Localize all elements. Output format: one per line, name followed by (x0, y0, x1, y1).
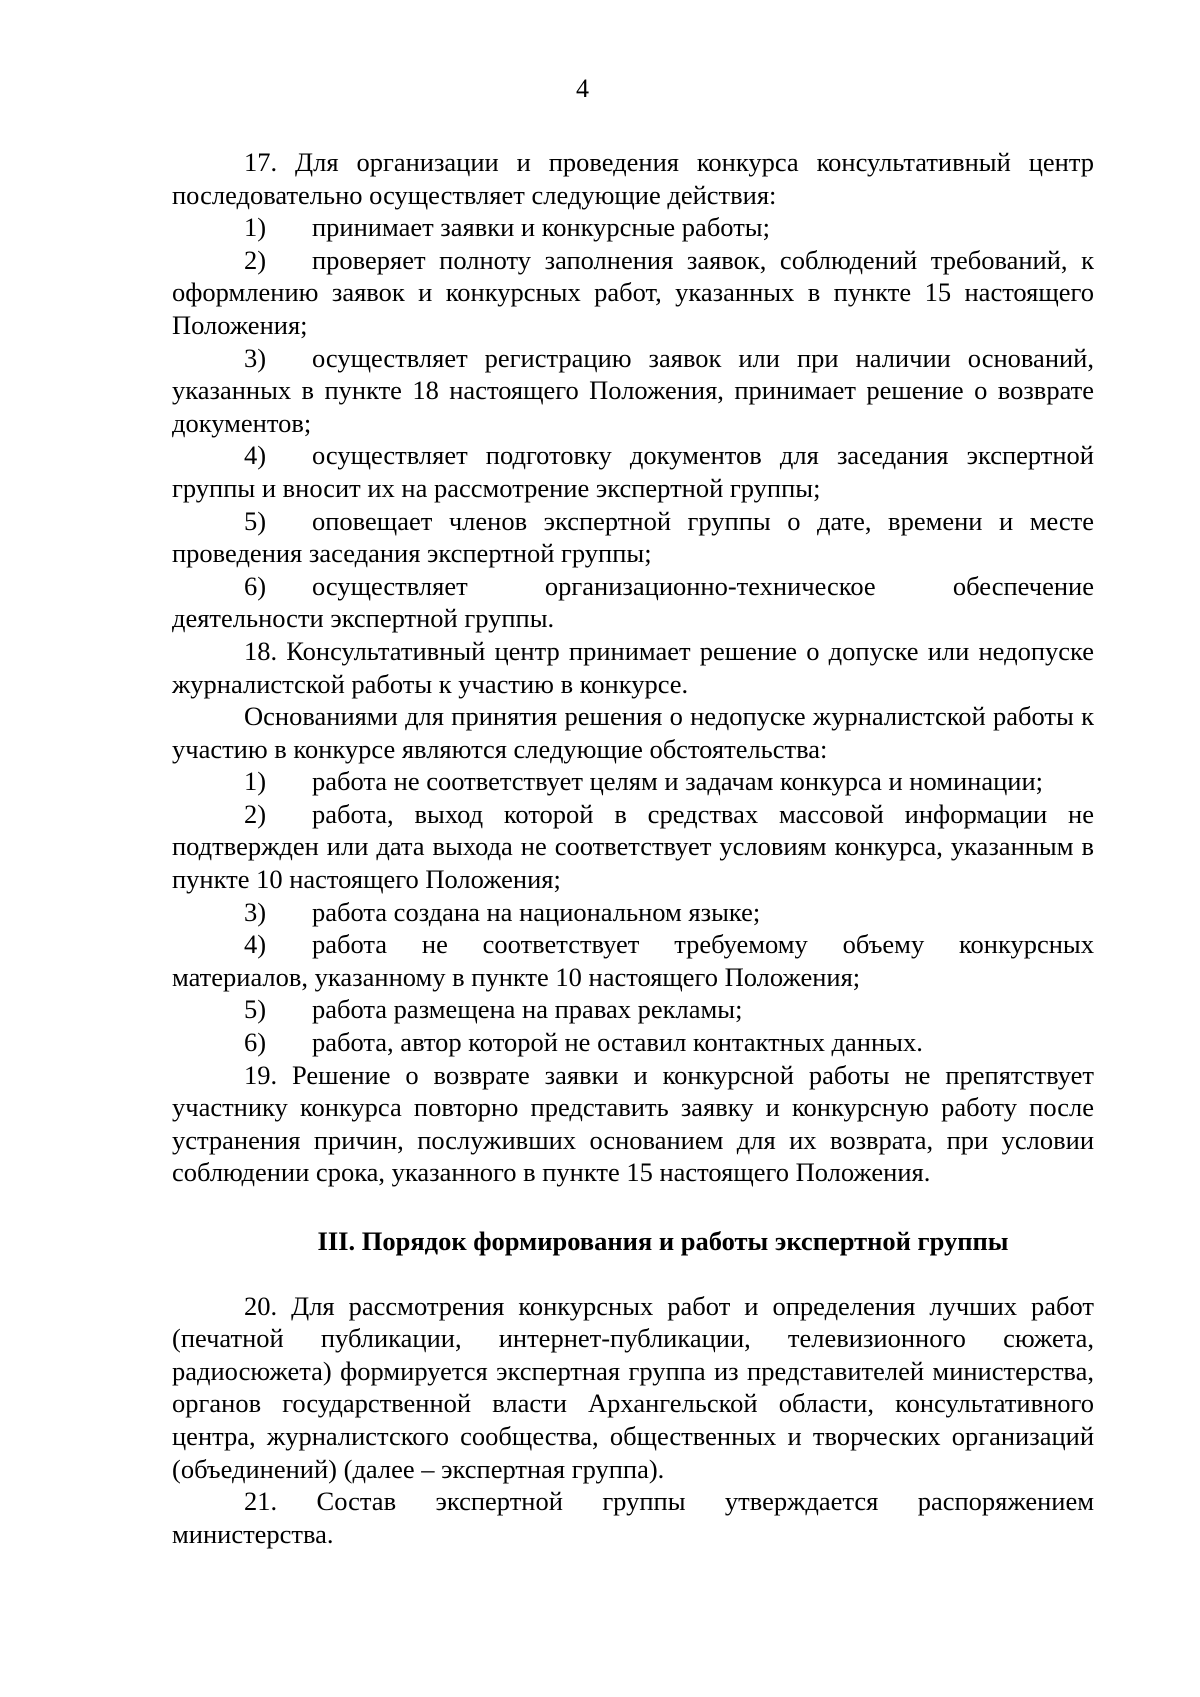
list-item-text: принимает заявки и конкурсные работы; (312, 212, 770, 243)
list-item-number: 6) (244, 570, 267, 601)
list-item (172, 211, 1094, 244)
list-item-text: работа создана на национальном языке; (312, 896, 761, 927)
list-item-number: 5) (244, 994, 267, 1025)
list-item-text: работа, автор которой не оставил контактных данных. (312, 1027, 923, 1058)
paragraph-20: 20. Для рассмотрения конкурсных работ и определения лучших работ (печатной публикации, интернет-публикации, телевизионного сюжета, радиосюжета) формируется экспертная группа из представителей министерства, органов государственной власти Архангельской области, консультативного центра, журналистского сообщества, общественных и творческих организаций (объединений) (далее – экспертная группа). (172, 1290, 1094, 1484)
list-item-text: осуществляет подготовку документов для заседания экспертной группы и вносит их на рассмотрение экспертной группы; (172, 440, 1094, 503)
list-item-number: 4) (244, 929, 267, 960)
paragraph-21: 21. Состав экспертной группы утверждается распоряжением министерства. (172, 1486, 1094, 1549)
list-item (172, 993, 1094, 1026)
list-item (172, 244, 1094, 342)
paragraph-18-grounds: Основаниями для принятия решения о недопуске журналистской работы к участию в конкурсе являются следующие обстоятельства: (172, 701, 1094, 764)
list-item-number: 5) (244, 505, 267, 536)
list-item-number: 4) (244, 440, 267, 471)
section-heading: III. Порядок формирования и работы экспертной группы (317, 1226, 1009, 1256)
list-item-text: работа размещена на правах рекламы; (312, 994, 743, 1025)
list-item-number: 6) (244, 1027, 267, 1058)
list-item-number: 3) (244, 342, 267, 373)
paragraph-19: 19. Решение о возврате заявки и конкурсной работы не препятствует участнику конкурса повторно представить заявку и конкурсную работу после устранения причин, послуживших основанием для их возврата, при условии соблюдении срока, указанного в пункте 15 настоящего Положения. (172, 1059, 1094, 1188)
list-item-text: осуществляет регистрацию заявок или при наличии оснований, указанных в пункте 18 настоящего Положения, принимает решение о возврате документов; (172, 342, 1094, 438)
list-item (172, 342, 1094, 440)
list-item (172, 798, 1094, 896)
list-item (172, 896, 1094, 929)
list-item (172, 505, 1094, 570)
list-item-number: 2) (244, 798, 267, 829)
paragraph-18: 18. Консультативный центр принимает решение о допуске или недопуске журналистской работы к участию в конкурсе. (172, 635, 1094, 699)
list-item (172, 439, 1094, 504)
list-item-number: 1) (244, 212, 267, 243)
list-item-text: работа не соответствует целям и задачам конкурса и номинации; (312, 766, 1044, 797)
list-item (172, 570, 1094, 635)
list-item (172, 765, 1094, 798)
list-item-text: осуществляет организационно-техническое обеспечение деятельности экспертной группы. (172, 570, 1094, 634)
list-item-text: работа не соответствует требуемому объему конкурсных материалов, указанному в пункте 10 настоящего Положения; (172, 929, 1094, 992)
document-body (172, 146, 1094, 1550)
paragraph-17: 17. Для организации и проведения конкурса консультативный центр последовательно осуществляет следующие действия: (172, 147, 1094, 210)
list-item-text: проверяет полноту заполнения заявок, соблюдений требований, к оформлению заявок и конкурсных работ, указанных в пункте 15 настоящего Положения; (172, 244, 1094, 340)
list-item (172, 1026, 1094, 1059)
page-number: 4 (576, 74, 589, 103)
list-item-text: работа, выход которой в средствах массовой информации не подтвержден или дата выхода не соответствует условиям конкурса, указанным в пункте 10 настоящего Положения; (172, 798, 1094, 895)
list-item (172, 928, 1094, 993)
list-item-number: 2) (244, 244, 267, 275)
list-item-number: 1) (244, 766, 267, 797)
list-item-number: 3) (244, 896, 267, 927)
list-item-text: оповещает членов экспертной группы о дате, времени и месте проведения заседания экспертной группы; (172, 505, 1094, 569)
